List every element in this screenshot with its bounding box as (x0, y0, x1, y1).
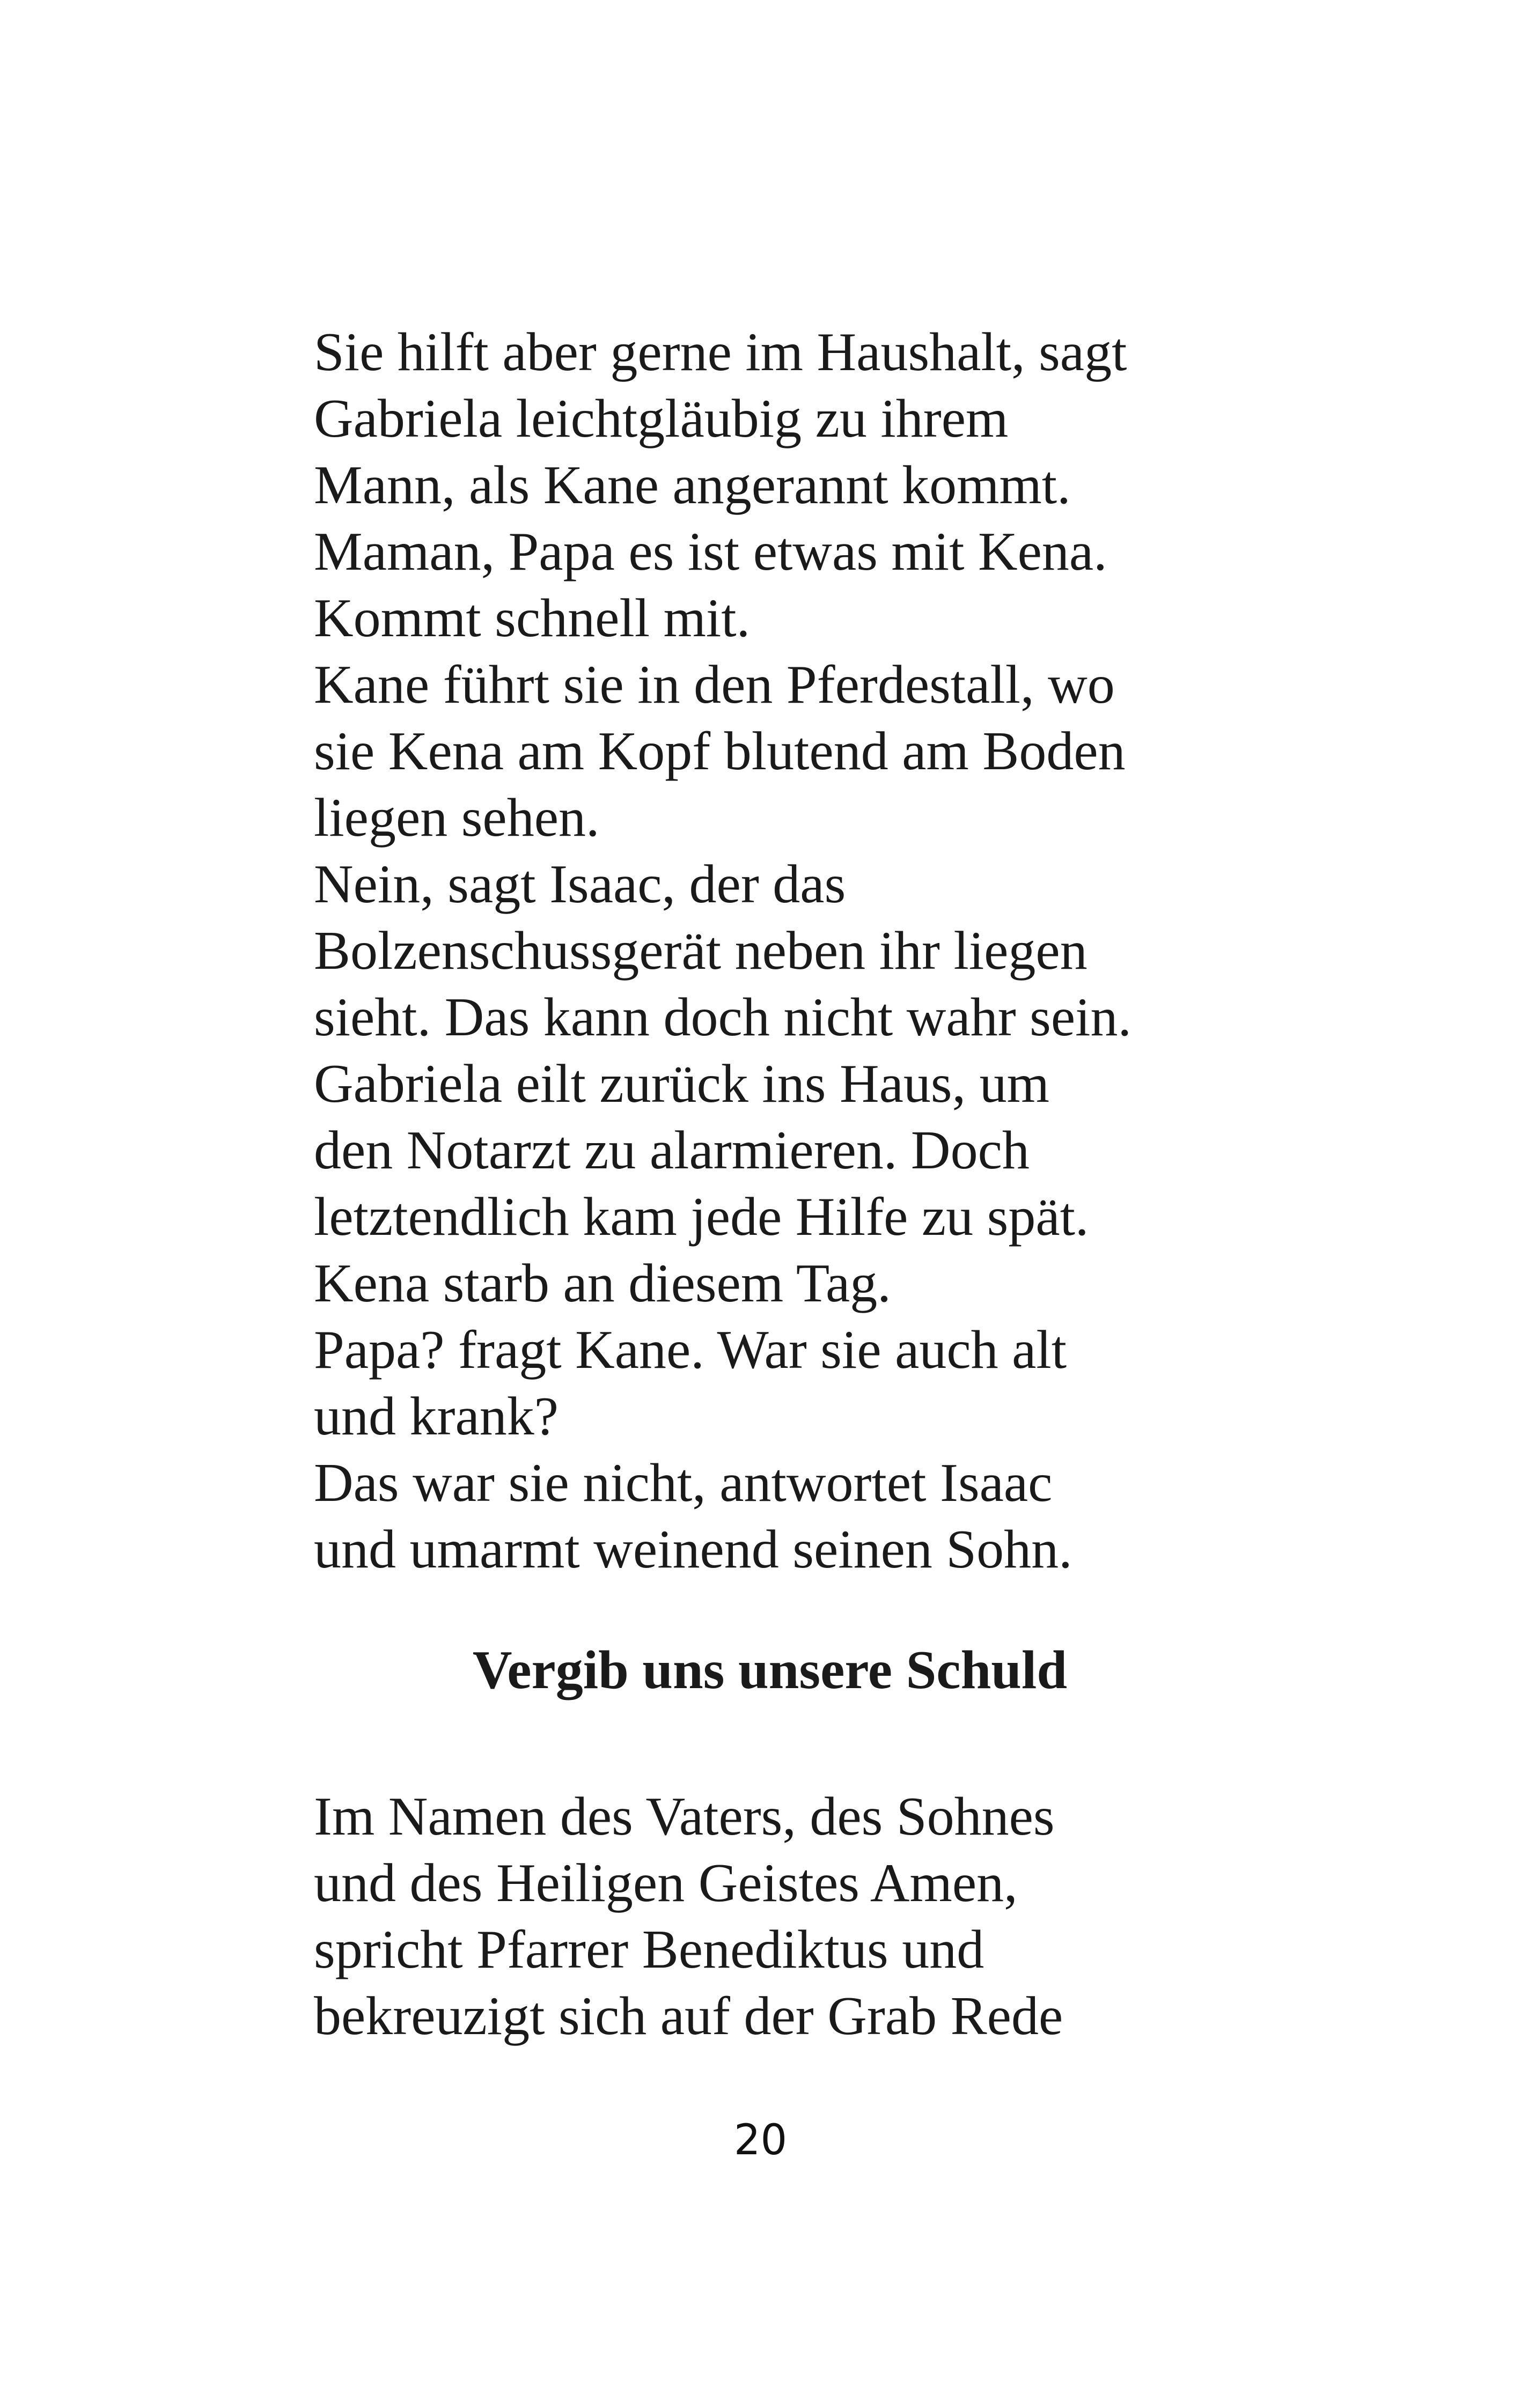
text-line: sie Kena am Kopf blutend am Boden (314, 721, 1126, 782)
text-line: Im Namen des Vaters, des Sohnes (314, 1786, 1055, 1847)
text-line: Kane führt sie in den Pferdestall, wo (314, 654, 1115, 715)
text-line: spricht Pfarrer Benediktus und (314, 1919, 984, 1980)
page-number: 20 (733, 2116, 788, 2164)
text-line: Maman, Papa es ist etwas mit Kena. (314, 521, 1107, 582)
text-line: Sie hilft aber gerne im Haushalt, sagt (314, 322, 1127, 382)
text-line: Gabriela leichtgläubig zu ihrem (314, 388, 1009, 449)
chapter-heading: Vergib uns unsere Schuld (472, 1640, 1068, 1700)
text-line: den Notarzt zu alarmieren. Doch (314, 1120, 1030, 1181)
text-line: und umarmt weinend seinen Sohn. (314, 1519, 1072, 1580)
text-line: sieht. Das kann doch nicht wahr sein. (314, 987, 1131, 1048)
text-line: Gabriela eilt zurück ins Haus, um (314, 1054, 1049, 1114)
text-line: letztendlich kam jede Hilfe zu spät. (314, 1187, 1089, 1247)
text-line: Nein, sagt Isaac, der das (314, 854, 846, 915)
text-line: Mann, als Kane angerannt kommt. (314, 455, 1071, 516)
text-line: Papa? fragt Kane. War sie auch alt (314, 1320, 1067, 1380)
text-line: liegen sehen. (314, 787, 600, 848)
text-line: und des Heiligen Geistes Amen, (314, 1853, 1018, 1913)
text-line: bekreuzigt sich auf der Grab Rede (314, 1986, 1063, 2046)
text-line: Kena starb an diesem Tag. (314, 1253, 891, 1314)
body-paragraph-1 (314, 319, 1226, 1583)
text-line: Das war sie nicht, antwortet Isaac (314, 1453, 1053, 1513)
text-line: Kommt schnell mit. (314, 588, 751, 649)
text-line: und krank? (314, 1386, 559, 1447)
body-paragraph-2 (314, 1784, 1226, 2050)
text-line: Bolzenschussgerät neben ihr liegen (314, 921, 1088, 981)
